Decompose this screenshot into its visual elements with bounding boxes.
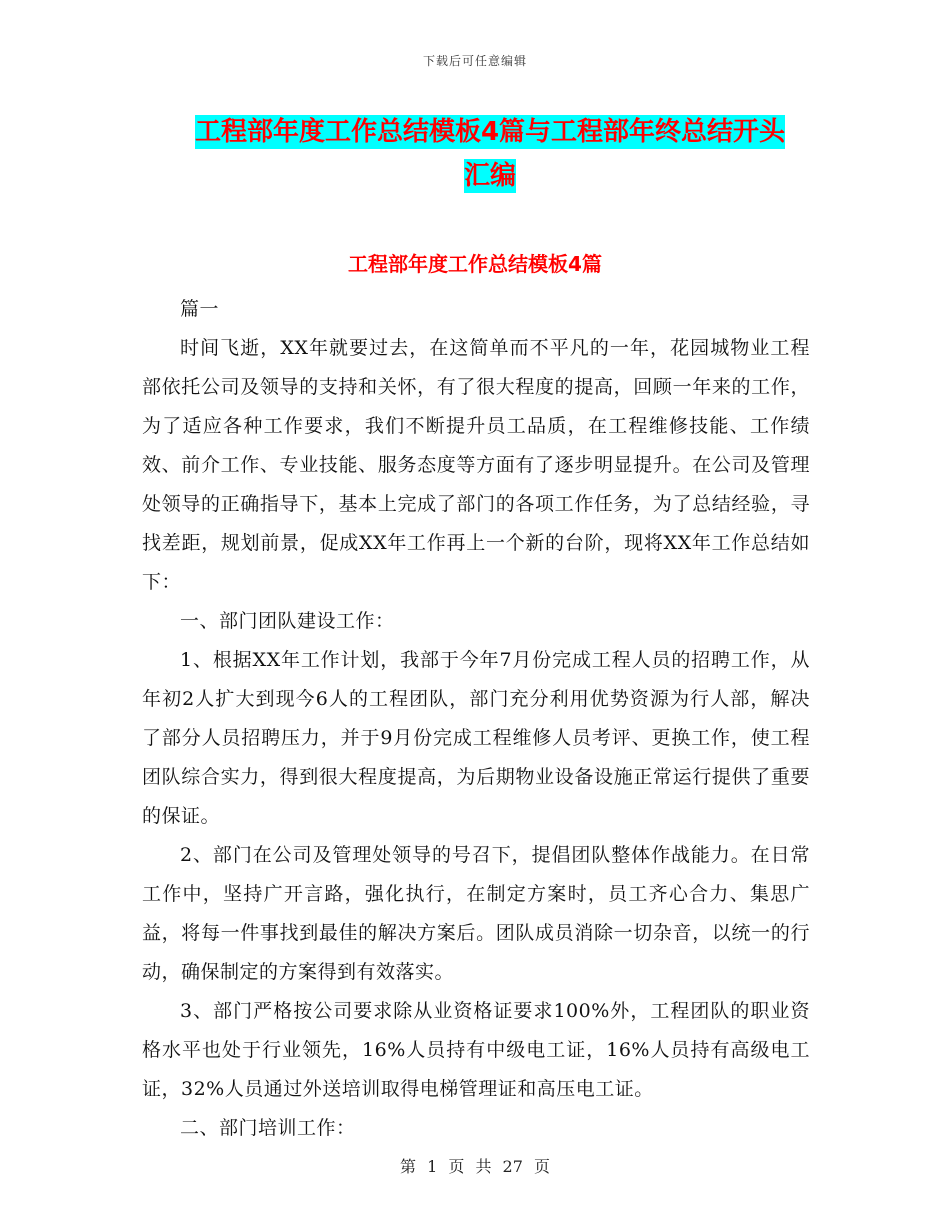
paragraph: 1、根据XX年工作计划，我部于今年7月份完成工程人员的招聘工作，从年初2人扩大到现今6人的工程团队，部门充分利用优势资源为行人部，解决了部分人员招聘压力，并于9月份完成工程维修人员考评、更换工作，使工程团队综合实力，得到很大程度提高，为后期物业设备设施正常运行提供了重要的保证。 [142, 649, 810, 827]
paragraph-heading: 一、部门团队建设工作： [180, 610, 395, 632]
page-number: 第 1 页 共 27 页 [400, 1157, 550, 1176]
body-text [142, 290, 810, 1148]
paragraph: 3、部门严格按公司要求除从业资格证要求100%外，工程团队的职业资格水平也处于行业领先，16%人员持有中级电工证，16%人员持有高级电工证，32%人员通过外送培训取得电梯管理证和高压电工证。 [142, 1000, 810, 1100]
section-title: 工程部年度工作总结模板4篇 [348, 252, 602, 276]
header-note: 下载后可任意编辑 [422, 54, 527, 68]
paragraph-heading: 二、部门培训工作： [180, 1117, 356, 1139]
paragraph: 2、部门在公司及管理处领导的号召下，提倡团队整体作战能力。在日常工作中，坚持广开言路，强化执行，在制定方案时，员工齐心合力、集思广益，将每一件事找到最佳的解决方案后。团队成员消除一切杂音，以统一的行动，确保制定的方案得到有效落实。 [142, 844, 810, 983]
paragraph-chapter-label: 篇一 [180, 298, 220, 320]
document-title-line1: 工程部年度工作总结模板4篇与工程部年终总结开头 [194, 117, 786, 147]
document-title-line2: 汇编 [463, 161, 516, 191]
document-title [140, 110, 840, 198]
paragraph: 时间飞逝，XX年就要过去，在这简单而不平凡的一年，花园城物业工程部依托公司及领导的支持和关怀，有了很大程度的提高，回顾一年来的工作，为了适应各种工作要求，我们不断提升员工品质，在工程维修技能、工作绩效、前介工作、专业技能、服务态度等方面有了逐步明显提升。在公司及管理处领导的正确指导下，基本上完成了部门的各项工作任务，为了总结经验，寻找差距，规划前景，促成XX年工作再上一个新的台阶，现将XX年工作总结如下： [142, 337, 810, 593]
